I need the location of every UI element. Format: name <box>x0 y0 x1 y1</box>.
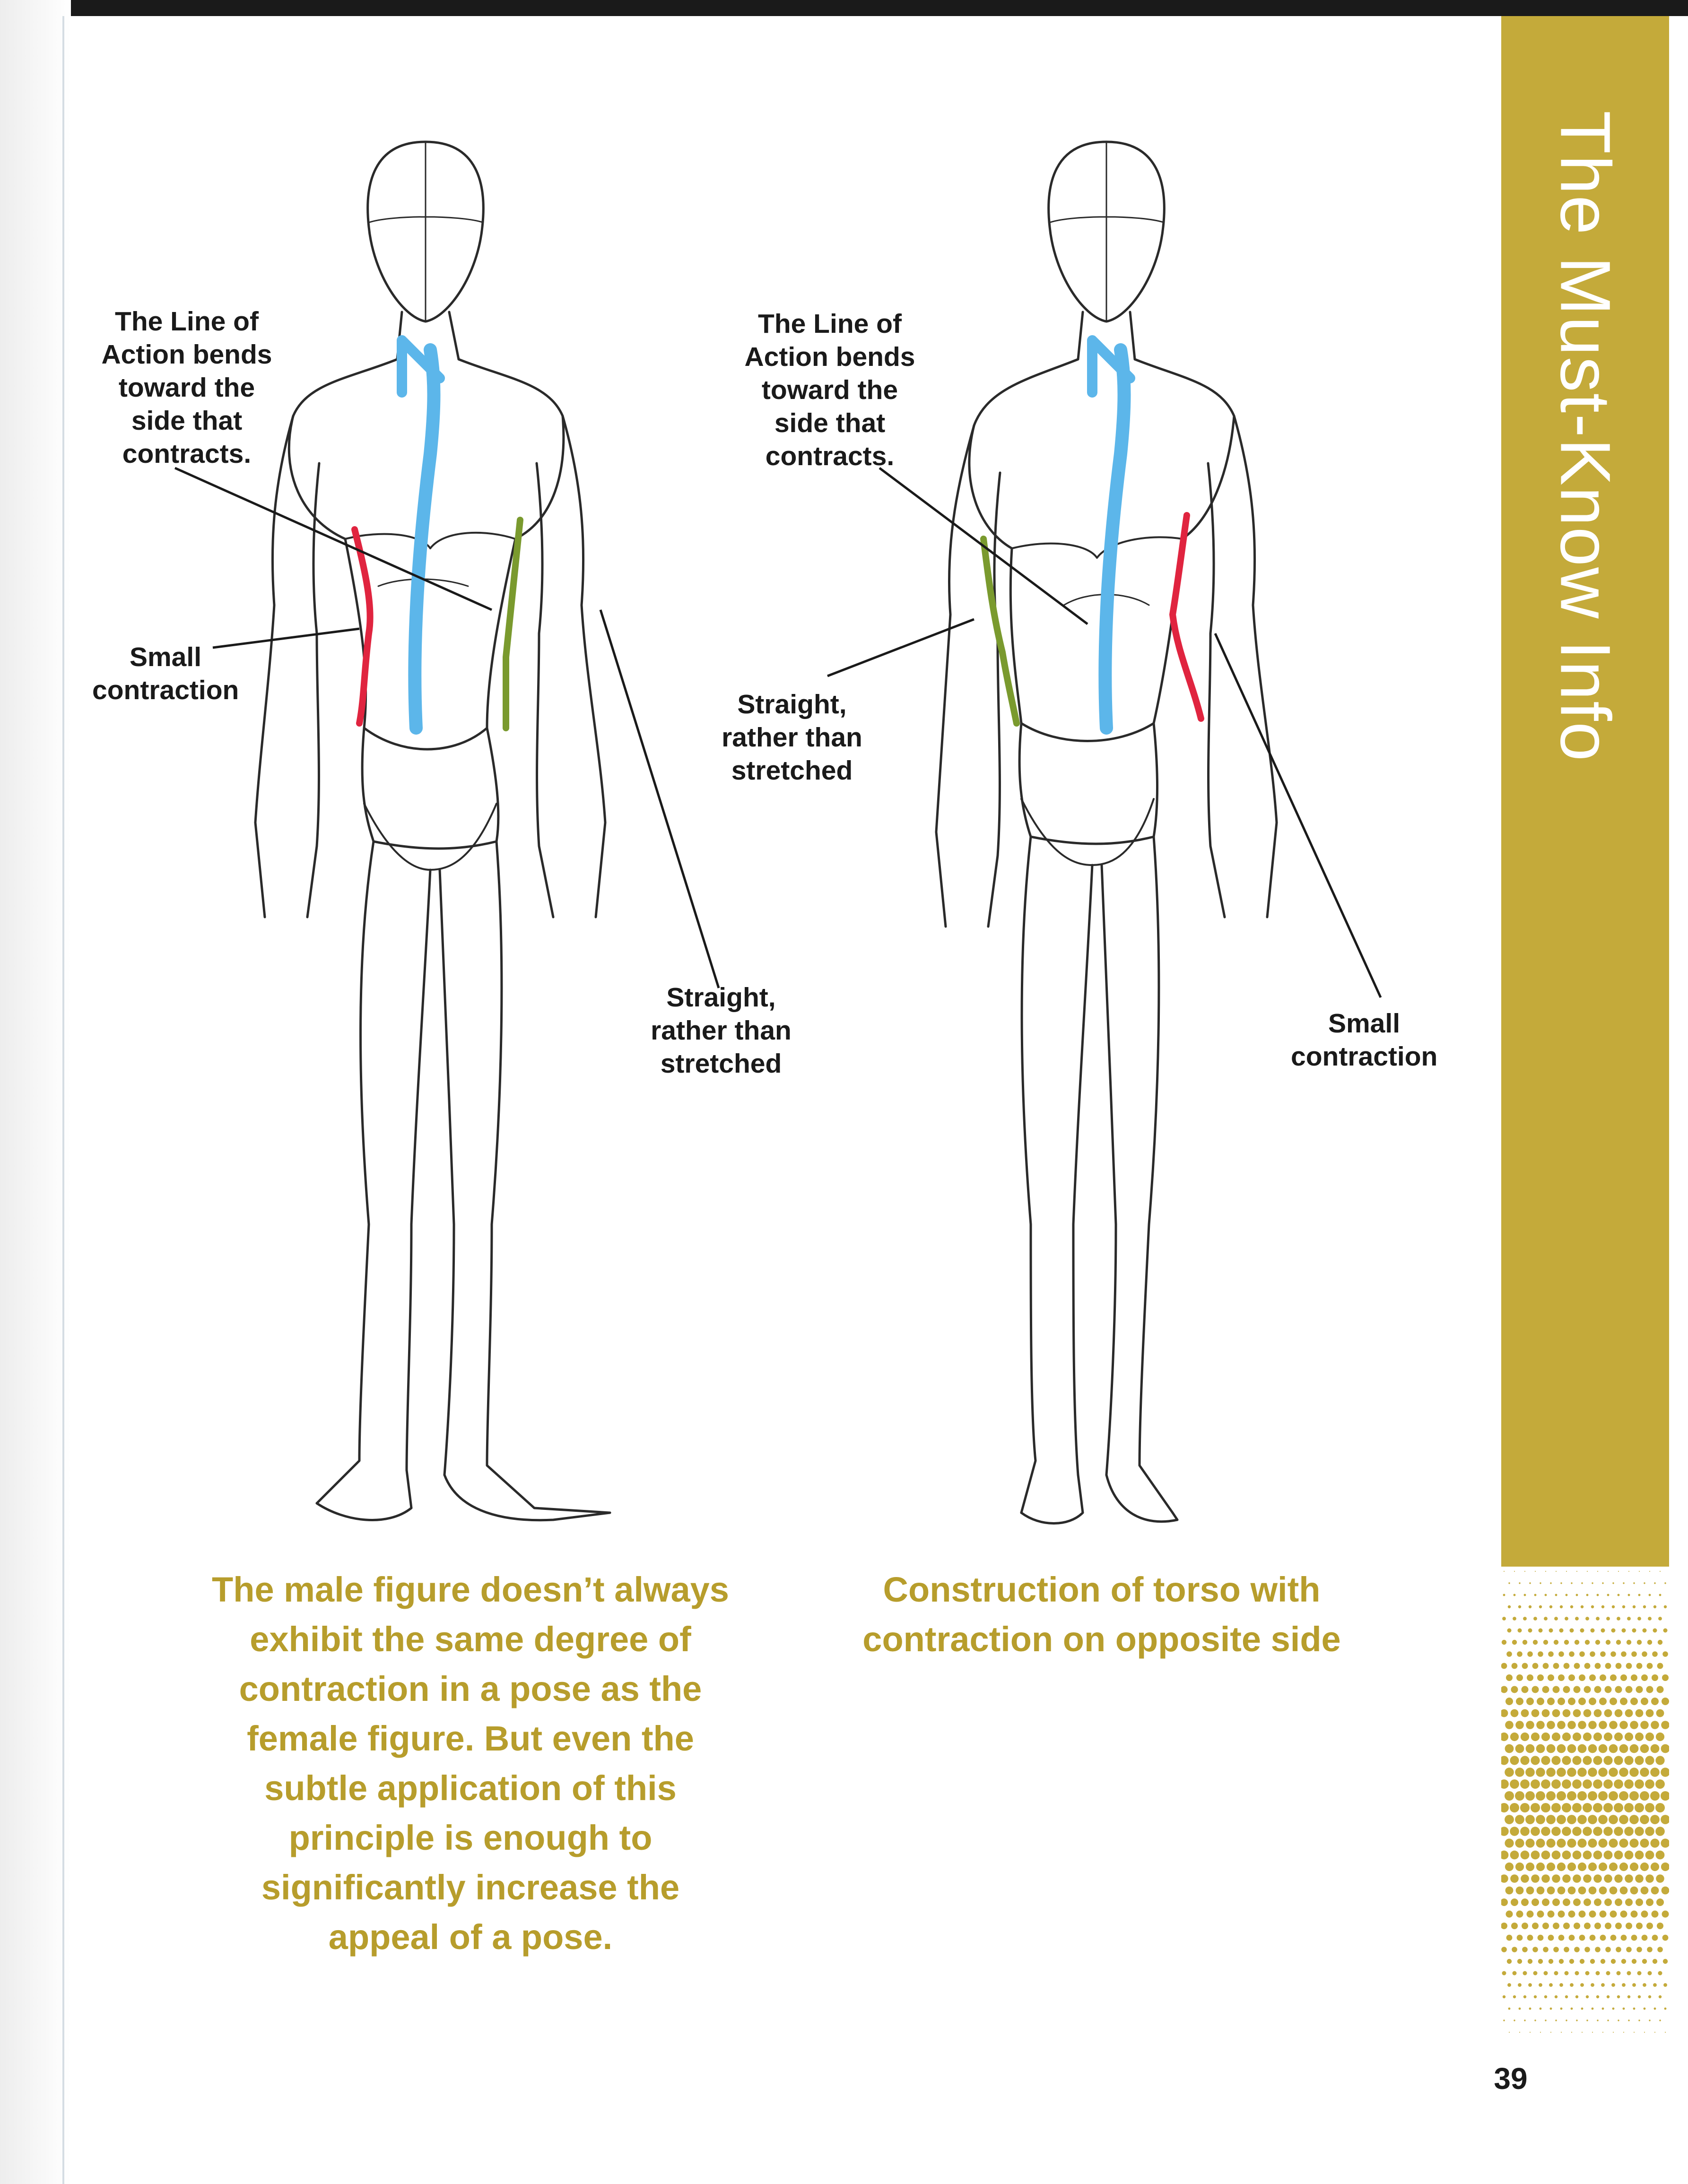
sidebar-title-box <box>1501 16 1669 1567</box>
left-foot <box>317 1470 411 1520</box>
left-leg <box>1021 837 1092 1513</box>
label-line-of-action-right: The Line of Action bends toward the side that contracts. <box>744 309 915 471</box>
figure-left-torso-drawing <box>222 113 766 1555</box>
shoulders <box>974 359 1234 425</box>
right-leg <box>440 841 610 1513</box>
caption-left: The male figure doesn’t always exhibit the same degree of contraction in a pose as the female figure. But even the subtle application of this principle is enough to significantly increase the appeal of a pose. <box>212 1570 729 1957</box>
right-foot <box>1106 1475 1177 1522</box>
contraction-stroke <box>1173 515 1201 719</box>
right-foot <box>444 1475 610 1520</box>
label-line-of-action-left: The Line of Action bends toward the side that contracts. <box>101 306 272 469</box>
contraction-stroke <box>355 529 370 723</box>
halftone-pattern <box>1501 1567 1669 2039</box>
label-straight-left: Straight, rather than stretched <box>651 982 792 1079</box>
figure-right-torso-drawing <box>851 113 1395 1555</box>
briefs <box>1021 799 1154 865</box>
line-of-action-arrow <box>1105 350 1124 728</box>
right-leg <box>1102 837 1173 1513</box>
page-binding-shadow <box>0 0 71 2184</box>
line-of-action-arrow <box>415 350 434 728</box>
top-edge-bar <box>0 0 1688 16</box>
label-small-contraction-left: Small contraction <box>92 642 239 705</box>
left-arm <box>255 416 319 917</box>
left-leg <box>317 841 430 1503</box>
binding-line <box>62 16 64 2184</box>
right-arm <box>537 416 605 917</box>
label-straight-right: Straight, rather than stretched <box>722 689 862 786</box>
briefs <box>364 804 496 870</box>
left-arm <box>936 425 1000 927</box>
page-number: 39 <box>1494 2062 1528 2096</box>
pelvis <box>362 728 498 849</box>
caption-right: Construction of torso with contraction on opposite side <box>862 1570 1341 1659</box>
sidebar-title: The Must-Know Info <box>1546 111 1626 763</box>
label-small-contraction-right: Small contraction <box>1291 1008 1438 1072</box>
